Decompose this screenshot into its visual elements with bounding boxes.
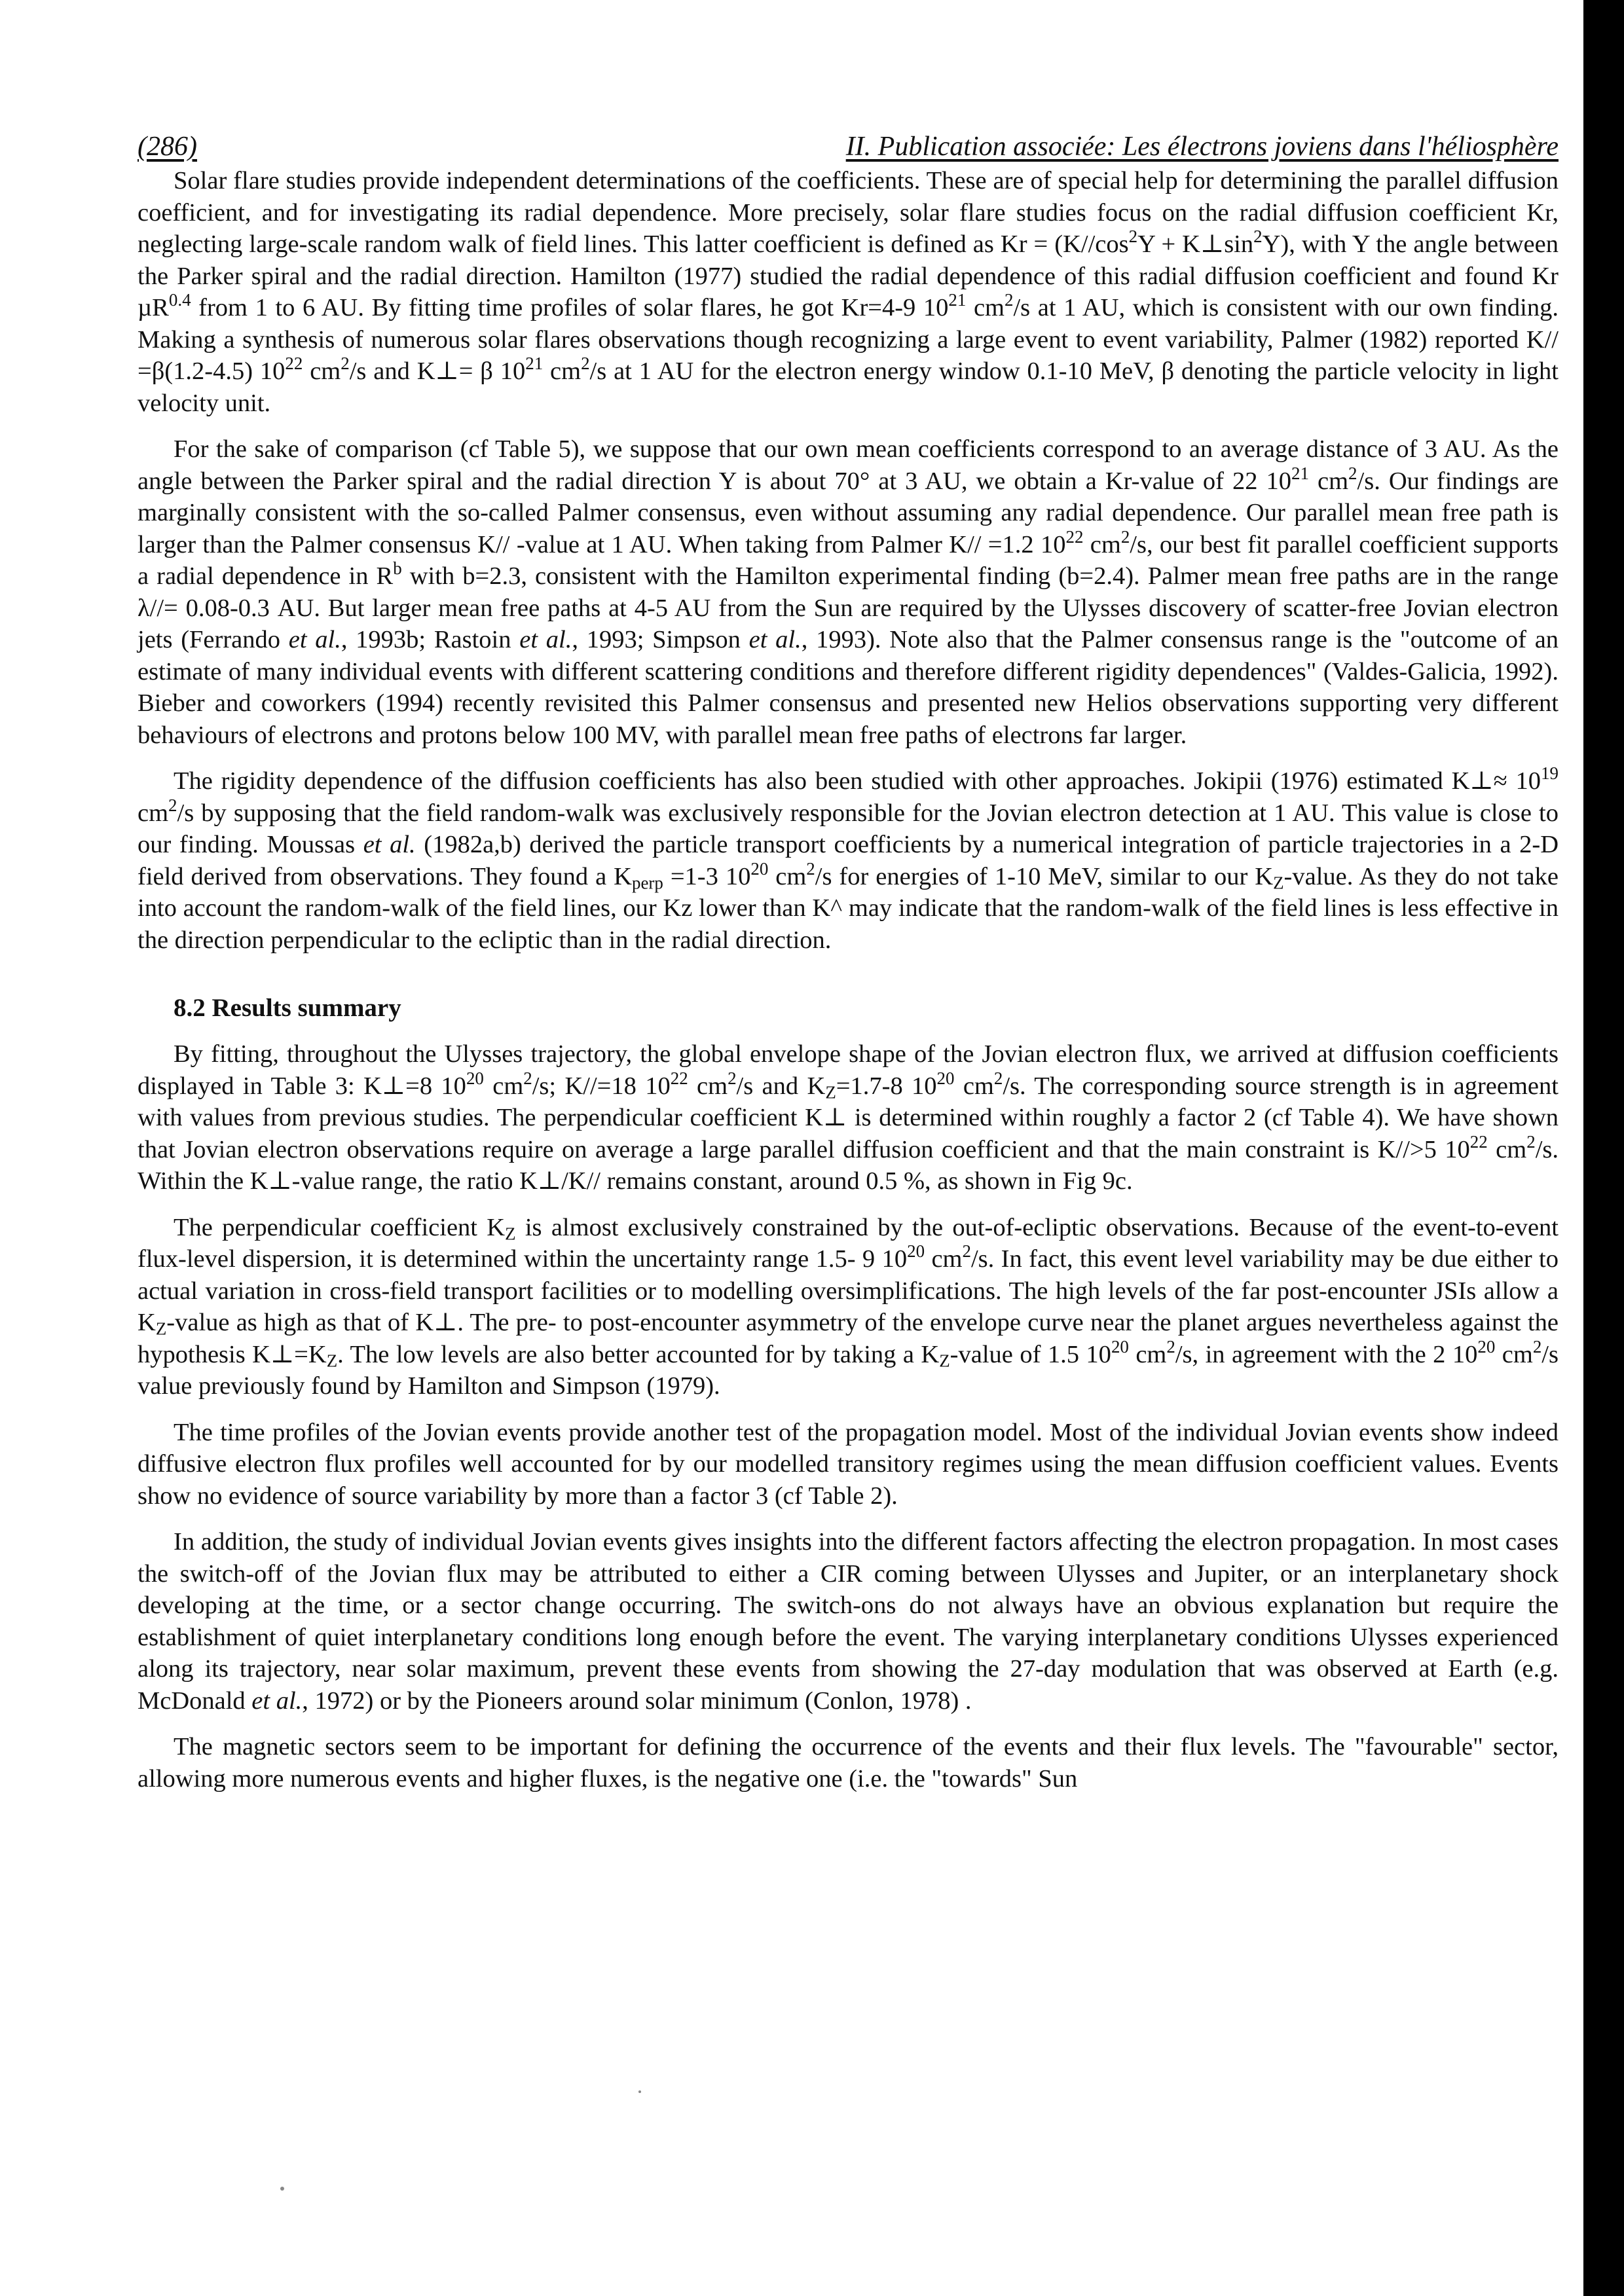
page-number: (286) [138, 132, 197, 162]
paragraph-perpendicular-coefficient: The perpendicular coefficient $K_Z$ is almost exclusively constrained by the out-of-ecliptic observations. Because of the event-to-event flux-level dispersion, it is determined within the uncertainty range 1.5- 9 $10^{20}$ $cm^2/s$. In fact, this event level variability may be due either to actual variation in cross-field transport facilities or to modelling oversimplifications. The high levels of the far post-encounter JSIs allow a $K_Z$-value as high as that of K⊥. The pre- to post-encounter asymmetry of the envelope curve near the planet argues nevertheless against the hypothesis $K\perp=K_Z$. The low levels are also better accounted for by taking a $K_Z$-value of 1.5 $10^{20}$ $cm^2/s$, in agreement with the 2 $10^{20}$ $cm^2/s$ value previously found by Hamilton and Simpson (1979). [138, 1213, 1559, 1400]
section-heading: 8.2 Results summary [174, 994, 401, 1022]
paragraph-rigidity-dependence: The rigidity dependence of the diffusion coefficients has also been studied with other approaches. Jokipii (1976) estimated K⊥≈ $10^{19}$ $cm^2/s$ by supposing that the field random-walk was exclusively responsible for the Jovian electron detection at 1 AU. This value is close to our finding. Moussas et al. (1982a,b) derived the particle transport coefficients by a numerical integration of particle trajectories in a 2-D field derived from observations. They found a $K_{perp} =1-3$ $10^{20}$ $cm^2/s$ for energies of 1-10 MeV, similar to our $K_Z$-value. As they do not take into account the random-walk of the field lines, our Kz lower than K^ may indicate that the random-walk of the field lines is less effective in the direction perpendicular to the ecliptic than in the radial direction. [138, 763, 1559, 954]
paragraph-time-profiles: The time profiles of the Jovian events provide another test of the propagation model. Most of the individual Jovian events show indeed diffusive electron flux profiles well accounted for by our modelled transitory regimes using the mean diffusion coefficient values. Events show no evidence of source variability by more than a factor 3 (cf Table 2). [138, 1418, 1559, 1510]
paragraph-individual-events: In addition, the study of individual Jovian events gives insights into the different factors affecting the electron propagation. In most cases the switch-off of the Jovian flux may be attributed to either a CIR coming between Ulysses and Jupiter, or an interplanetary shock developing at the time, or a sector change occurring. The switch-ons do not always have an obvious explanation but require the establishment of quiet interplanetary conditions long enough before the event. The varying interplanetary conditions Ulysses experienced along its trajectory, near solar maximum, prevent these events from showing the 27-day modulation that was observed at Earth (e.g. McDonald et al., 1972) or by the Pioneers around solar minimum (Conlon, 1978) . [138, 1528, 1559, 1715]
running-title: II. Publication associée: Les électrons joviens dans l'héliosphère [845, 132, 1559, 162]
page-content [138, 131, 1559, 1809]
paragraph-comparison: For the sake of comparison (cf Table 5), we suppose that our own mean coefficients correspond to an average distance of 3 AU. As the angle between the Parker spiral and the radial direction Y is about 70° at 3 AU, we obtain a Kr-value of 22 $10^{21}$ $cm^2/s$. Our findings are marginally consistent with the so-called Palmer consensus, even without assuming any radial dependence. Our parallel mean free path is larger than the Palmer consensus K// -value at 1 AU. When taking from Palmer K// =1.2 $10^{22}$ $cm^2/s$, our best fit parallel coefficient supports a radial dependence in $R^b$ with b=2.3, consistent with the Hamilton experimental finding (b=2.4). Palmer mean free paths are in the range λ//= 0.08-0.3 AU. But larger mean free paths at 4-5 AU from the Sun are required by the Ulysses discovery of scatter-free Jovian electron jets (Ferrando et al., 1993b; Rastoin et al., 1993; Simpson et al., 1993). Note also that the Palmer consensus range is the "outcome of an estimate of many individual events with different scattering conditions and therefore different rigidity dependences" (Valdes-Galicia, 1992). Bieber and coworkers (1994) recently revisited this Palmer consensus and presented new Helios observations supporting very different behaviours of electrons and protons below 100 MV, with parallel mean free paths of electrons far larger. [138, 435, 1559, 749]
scan-speck [638, 2090, 641, 2093]
paragraph-results-fitting: By fitting, throughout the Ulysses trajectory, the global envelope shape of the Jovian electron flux, we arrived at diffusion coefficients displayed in Table 3: K⊥=8 $10^{20}$ $cm^2/s$; K//=18 $10^{22}$ $cm^2/s$ and $K_Z=1.7-8$ $10^{20}$ $cm^2/s$. The corresponding source strength is in agreement with values from previous studies. The perpendicular coefficient K⊥ is determined within roughly a factor 2 (cf Table 4). We have shown that Jovian electron observations require on average a large parallel diffusion coefficient and that the main constraint is K//>5 $10^{22}$ $cm^2/s$. Within the K⊥-value range, the ratio K⊥/K// remains constant, around 0.5 %, as shown in Fig 9c. [138, 1040, 1559, 1195]
running-header [138, 131, 1559, 162]
scan-speck [280, 2187, 284, 2191]
paragraph-magnetic-sectors: The magnetic sectors seem to be important for defining the occurrence of the events and their flux levels. The "favourable" sector, allowing more numerous events and higher fluxes, is the negative one (i.e. the "towards" Sun [138, 1733, 1559, 1793]
paragraph-solar-flare-studies: Solar flare studies provide independent determinations of the coefficients. These are of special help for determining the parallel diffusion coefficient, and for investigating its radial dependence. More precisely, solar flare studies focus on the radial diffusion coefficient Kr, neglecting large-scale random walk of field lines. This latter coefficient is defined as $Kr = (K//\cos^2Y$ + $K\perp\sin^2Y$), with Y the angle between the Parker spiral and the radial direction. Hamilton (1977) studied the radial dependence of this radial diffusion coefficient and found Kr µR$^{0.4}$ from 1 to 6 AU. By fitting time profiles of solar flares, he got Kr=4-9 $10^{21}$ $cm^2/s$ at 1 AU, which is consistent with our own finding. Making a synthesis of numerous solar flares observations though recognizing a large event to event variability, Palmer (1982) reported K// =β(1.2-4.5) $10^{22}$ $cm^2/s$ and K⊥= β $10^{21}$ $cm^2/s$ at 1 AU for the electron energy window 0.1-10 MeV, β denoting the particle velocity in light velocity unit. [138, 167, 1559, 417]
